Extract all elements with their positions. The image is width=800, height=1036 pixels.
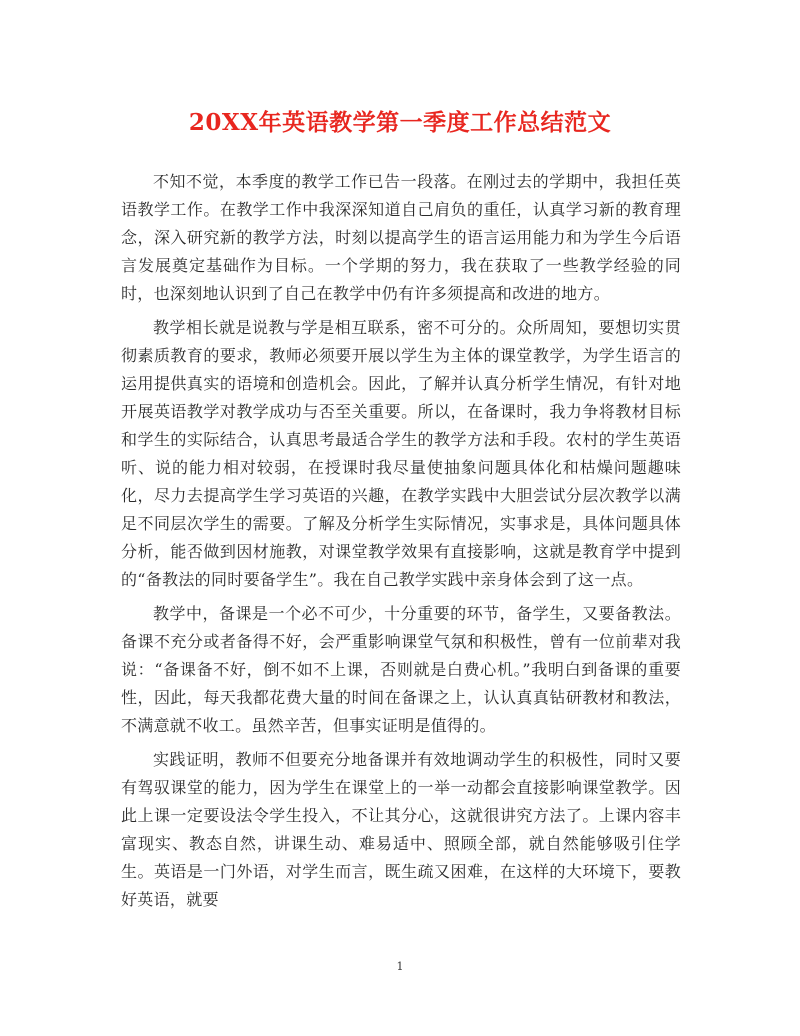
paragraph-1: 不知不觉，本季度的教学工作已告一段落。在刚过去的学期中，我担任英语教学工作。在教学工作中我深深知道自己肩负的重任，认真学习新的教育理念，深入研究新的教学方法，时刻以提高学生的语言运用能力和为学生今后语言发展奠定基础作为目标。一个学期的努力，我在获取了一些教学经验的同时，也深刻地认识到了自己在教学中仍有许多须提高和改进的地方。: [121, 172, 681, 303]
document-title: 20XX年英语教学第一季度工作总结范文: [188, 109, 612, 136]
paragraph-4: 实践证明，教师不但要充分地备课并有效地调动学生的积极性，同时又要有驾驭课堂的能力，因为学生在课堂上的一举一动都会直接影响课堂教学。因此上课一定要设法令学生投入，不让其分心，这就很讲究方法了。上课内容丰富现实、教态自然，讲课生动、难易适中、照顾全部，就自然能够吸引住学生。英语是一门外语，对学生而言，既生疏又困难，在这样的大环境下，要教好英语，就要: [121, 750, 681, 909]
page-number: 1: [396, 960, 404, 973]
paragraph-3: 教学中，备课是一个必不可少，十分重要的环节，备学生，又要备教法。备课不充分或者备得不好，会严重影响课堂气氛和积极性，曾有一位前辈对我说：“备课备不好，倒不如不上课，否则就是白费心机。”我明白到备课的重要性，因此，每天我都花费大量的时间在备课之上，认认真真钻研教材和教法，不满意就不收工。虽然辛苦，但事实证明是值得的。: [121, 604, 681, 735]
document-body: [121, 168, 681, 920]
paragraph-2: 教学相长就是说教与学是相互联系，密不可分的。众所周知，要想切实贯彻素质教育的要求，教师必须要开展以学生为主体的课堂教学，为学生语言的运用提供真实的语境和创造机会。因此，了解并认真分析学生情况，有针对地开展英语教学对教学成功与否至关重要。所以，在备课时，我力争将教材目标和学生的实际结合，认真思考最适合学生的教学方法和手段。农村的学生英语听、说的能力相对较弱，在授课时我尽量使抽象问题具体化和枯燥问题趣味化，尽力去提高学生学习英语的兴趣，在教学实践中大胆尝试分层次教学以满足不同层次学生的需要。了解及分析学生实际情况，实事求是，具体问题具体分析，能否做到因材施教，对课堂教学效果有直接影响，这就是教育学中提到的“备教法的同时要备学生”。我在自己教学实践中亲身体会到了这一点。: [121, 318, 681, 589]
